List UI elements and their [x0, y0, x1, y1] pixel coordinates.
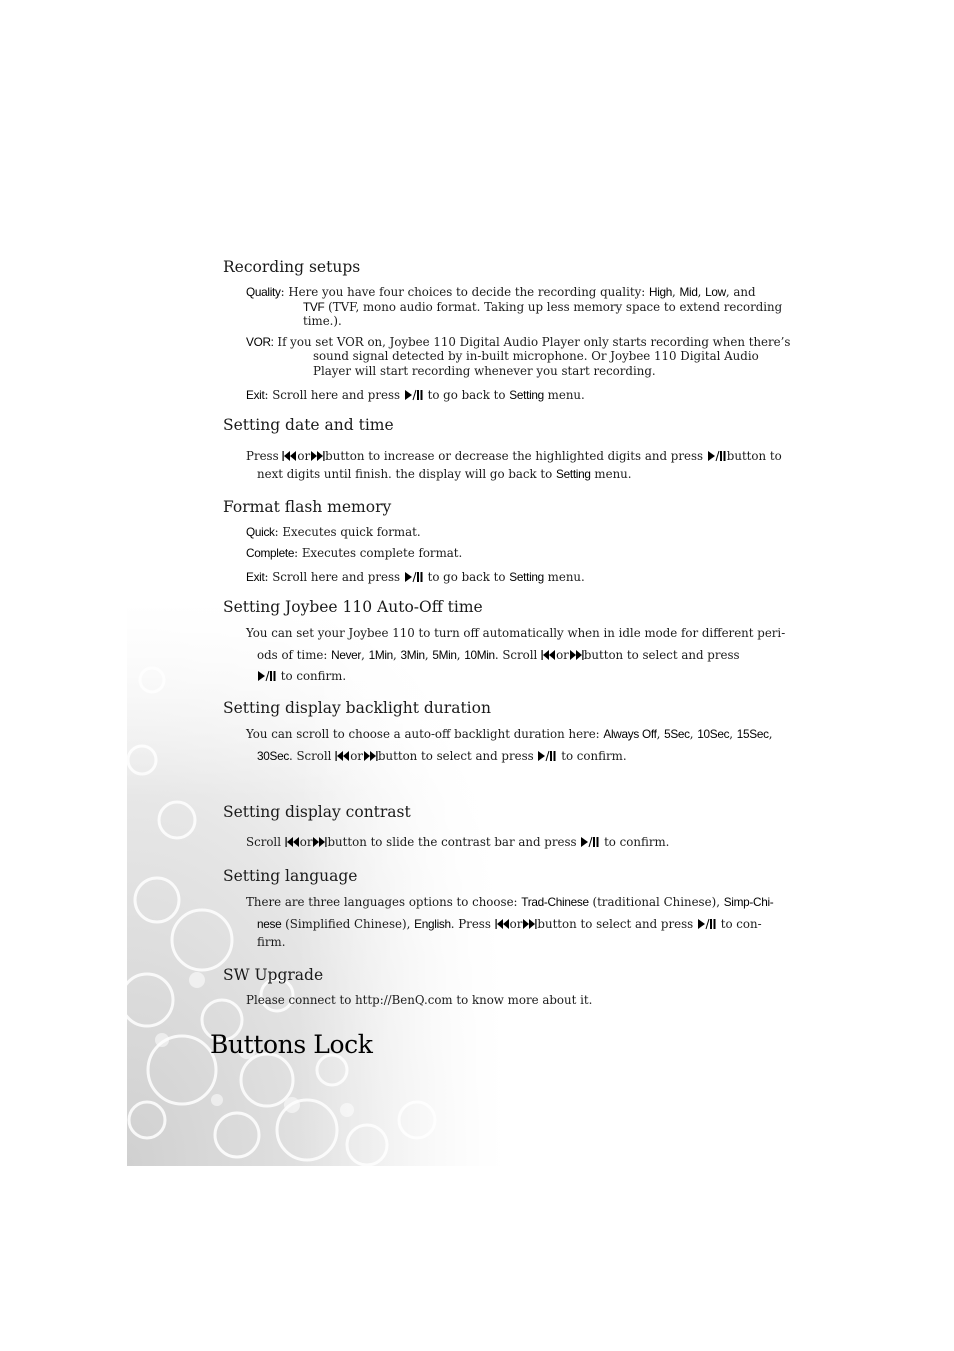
confirm-text: to confirm. [280, 669, 347, 683]
complete-label: Complete [246, 546, 295, 560]
buttons-lock-heading: Buttons Lock [210, 1030, 373, 1059]
exit-text-2: to go back to [427, 388, 506, 402]
quality-line-2 [303, 300, 782, 314]
play-pause-icon [580, 836, 600, 848]
quality-text: : Here you have four choices to decide the recording quality: [280, 285, 646, 299]
option-5min: 5Min [432, 648, 457, 662]
menu-text: menu. [594, 467, 632, 481]
quick-text: : Executes quick format. [274, 525, 421, 539]
recording-exit-line [246, 388, 585, 402]
scroll-text: . Scroll [494, 648, 538, 662]
play-pause-icon [707, 450, 727, 462]
setting-label: Setting [509, 388, 544, 402]
date-time-text-2: button to [726, 449, 782, 463]
or-text: or [350, 749, 363, 763]
language-text-2: button to select and press [537, 917, 694, 931]
quality-high: High [648, 285, 673, 299]
format-exit-line [246, 570, 585, 584]
fast-forward-icon [522, 918, 537, 930]
confirm-text: to confirm. [561, 749, 627, 763]
option-1min: 1Min [368, 648, 393, 662]
rewind-icon [495, 918, 510, 930]
scroll-text: Scroll [246, 835, 281, 849]
quality-and: , and [725, 285, 756, 299]
auto-off-line-3 [257, 669, 346, 683]
vor-text-2: sound signal detected by in-built microphone. Or Joybee 110 Digital Audio [313, 349, 759, 363]
exit-text: : Scroll here and press [264, 388, 401, 402]
quality-tvf: TVF [303, 300, 325, 314]
simp-desc: (Simplified Chinese), [285, 917, 411, 931]
fast-forward-icon [569, 649, 584, 661]
press-text: Press [246, 449, 279, 463]
contrast-line [246, 835, 669, 849]
play-pause-icon [404, 571, 424, 583]
backlight-line-2 [257, 749, 627, 763]
vor-line-1 [246, 335, 790, 349]
or-text: or [509, 917, 523, 931]
vor-label: VOR: [246, 335, 274, 349]
date-time-text-3: next digits until finish. the display will go back to [257, 467, 553, 481]
quality-mid: Mid [679, 285, 698, 299]
option-15sec: 15Sec [736, 727, 769, 741]
backlight-heading: Setting display backlight duration [223, 699, 491, 717]
backlight-text-1: You can scroll to choose a auto-off backlight duration here: [246, 727, 600, 741]
contrast-heading: Setting display contrast [223, 803, 411, 821]
or-text: or [556, 648, 569, 662]
scroll-text: . Scroll [288, 749, 332, 763]
date-time-heading: Setting date and time [223, 416, 394, 434]
contrast-text: button to slide the contrast bar and press [327, 835, 577, 849]
fast-forward-icon [312, 836, 327, 848]
vor-text-3: Player will start recording whenever you start recording. [313, 364, 656, 378]
recording-setups-heading: Recording setups [223, 258, 361, 276]
confirm-text: to confirm. [604, 835, 670, 849]
auto-off-text-1: You can set your Joybee 110 to turn off automatically when in idle mode for different peri- [246, 626, 786, 640]
setting-label: Setting [509, 570, 544, 584]
option-5sec: 5Sec [664, 727, 690, 741]
sw-upgrade-text: Please connect to http://BenQ.com to know more about it. [246, 993, 593, 1007]
option-3min: 3Min [400, 648, 425, 662]
backlight-line-1: You can scroll to choose a auto-off backlight duration here: Always Off, 5Sec, 10Sec, 15Sec, [246, 727, 773, 741]
option-simp-chinese-1: Simp-Chi- [723, 895, 774, 909]
auto-off-text-3: button to select and press [583, 648, 740, 662]
menu-text: menu. [547, 570, 585, 584]
quick-label: Quick [246, 525, 275, 539]
exit-label: Exit [246, 570, 265, 584]
option-english: English [414, 917, 451, 931]
play-pause-icon [404, 389, 424, 401]
fast-forward-icon [310, 450, 325, 462]
vor-text-1: If you set VOR on, Joybee 110 Digital Audio Player only starts recording when there’s [277, 335, 791, 349]
auto-off-heading: Setting Joybee 110 Auto-Off time [223, 598, 483, 616]
quality-text-2: (TVF, mono audio format. Taking up less memory space to extend recording [328, 300, 783, 314]
or-text: or [299, 835, 313, 849]
press-text: . Press [450, 917, 491, 931]
option-10sec: 10Sec [697, 727, 730, 741]
language-line-2 [257, 917, 762, 931]
language-heading: Setting language [223, 867, 358, 885]
option-30sec: 30Sec [257, 749, 289, 763]
quality-label: Quality [246, 285, 281, 299]
exit-text: : Scroll here and press [264, 570, 401, 584]
rewind-icon [285, 836, 300, 848]
language-text-1: There are three languages options to choose: [246, 895, 518, 909]
sw-upgrade-heading: SW Upgrade [223, 966, 324, 984]
quick-format-line [246, 525, 421, 539]
option-simp-chinese-2: nese [257, 917, 282, 931]
rewind-icon [282, 450, 297, 462]
language-line-1 [246, 895, 773, 909]
menu-text: menu. [547, 388, 585, 402]
exit-text-2: to go back to [427, 570, 506, 584]
option-never: Never [331, 648, 362, 662]
quality-low: Low [705, 285, 726, 299]
fast-forward-icon [363, 750, 378, 762]
auto-off-text-2: ods of time: [257, 648, 328, 662]
date-time-line-2 [257, 467, 632, 481]
quality-text-3: time.). [303, 314, 342, 328]
trad-desc: (traditional Chinese), [592, 895, 720, 909]
auto-off-line-2: ods of time: Never, 1Min, 3Min, 5Min, 10Min. Scroll or button to select and press [257, 648, 740, 662]
play-pause-icon [697, 918, 717, 930]
play-pause-icon [257, 670, 277, 682]
play-pause-icon [537, 750, 557, 762]
format-heading: Format flash memory [223, 498, 392, 516]
option-trad-chinese: Trad-Chinese [521, 895, 589, 909]
rewind-icon [335, 750, 350, 762]
rewind-icon [541, 649, 556, 661]
or-text: or [297, 449, 311, 463]
date-time-line-1 [246, 449, 782, 463]
exit-label: Exit [246, 388, 265, 402]
option-10min: 10Min [464, 648, 495, 662]
quality-line-1: Quality: Here you have four choices to decide the recording quality: High, Mid, Low, and [246, 285, 756, 299]
option-always-off: Always Off [603, 727, 657, 741]
complete-format-line [246, 546, 462, 560]
complete-text: : Executes complete format. [294, 546, 463, 560]
firm-text: firm. [257, 935, 286, 949]
backlight-text-2: button to select and press [377, 749, 534, 763]
setting-label: Setting [556, 467, 591, 481]
con-text: to con- [720, 917, 762, 931]
date-time-text-1: button to increase or decrease the highlighted digits and press [325, 449, 704, 463]
